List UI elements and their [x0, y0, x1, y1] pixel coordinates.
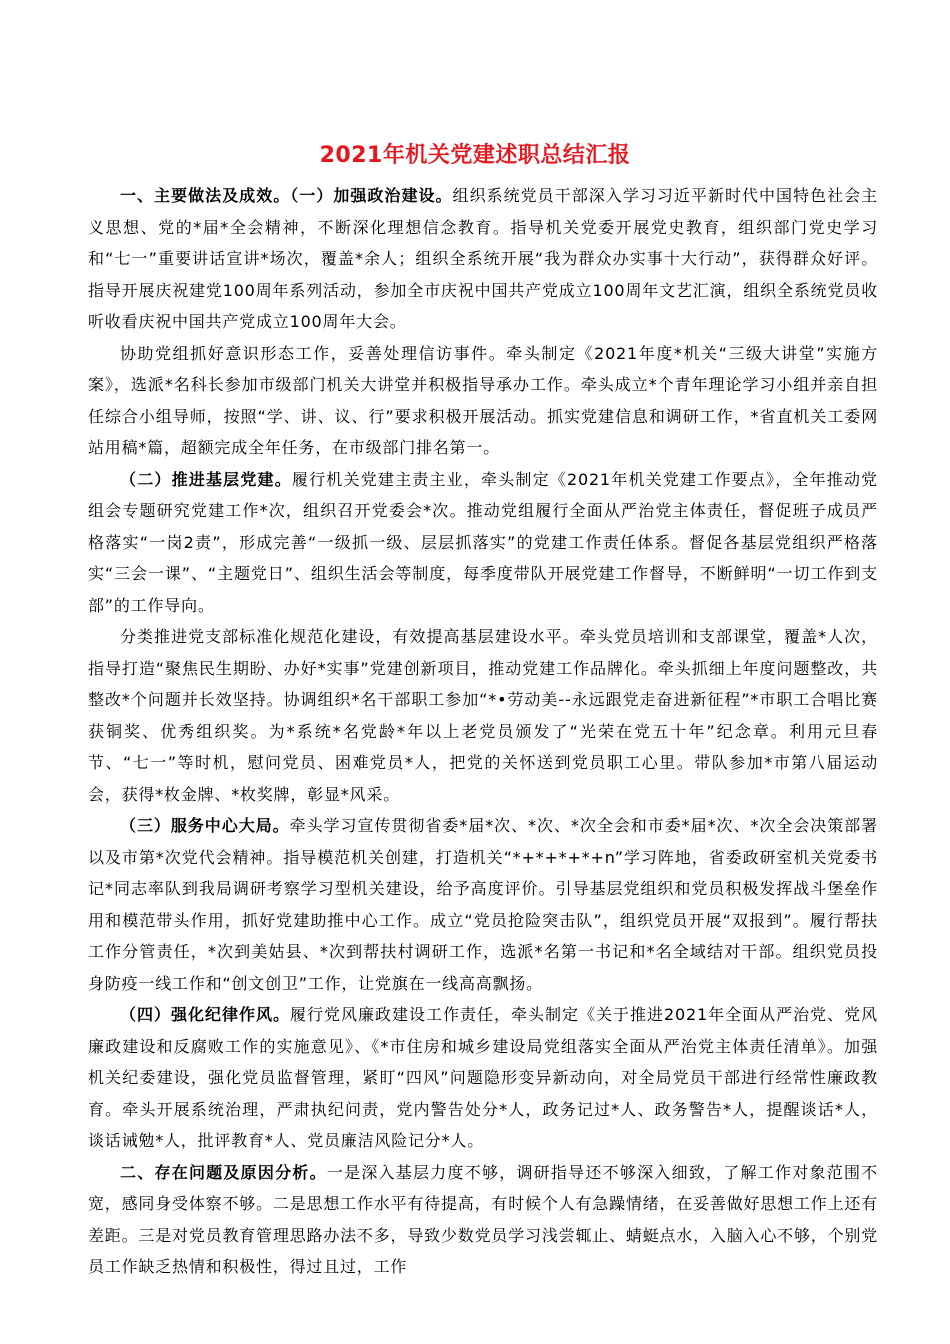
paragraph-2	[88, 338, 878, 464]
paragraph-7	[88, 1157, 878, 1283]
document-title: 2021年机关党建述职总结汇报	[319, 143, 631, 168]
section-heading: （四）强化纪律作风。	[120, 1005, 291, 1024]
section-heading: 一、主要做法及成效。（一）加强政治建设。	[120, 186, 453, 205]
section-heading: （三）服务中心大局。	[120, 816, 290, 835]
section-heading: 二、存在问题及原因分析。	[120, 1162, 327, 1182]
paragraph-text: 牵头学习宣传贯彻省委*届*次、*次、*次全会和市委*届*次、*次全会决策部署以及市第*次党代会精神。指导模范机关创建，打造机关“*+*+*+*+n”学习阵地，省委政研室机关党委书记*同志率队到我局调研考察学习型机关建设，给予高度评价。引导基层党组织和党员积极发挥战斗堡垒作用和模范带头作用，抓好党建助推中心工作。成立“党员抢险突击队”，组织党员开展“双报到”。履行帮扶工作分管责任，*次到美姑县、*次到帮扶村调研工作，选派*名第一书记和*名全域结对干部。组织党员投身防疫一线工作和“创文创卫”工作，让党旗在一线高高飘扬。	[88, 816, 878, 993]
paragraph-text: 履行党风廉政建设工作责任，牵头制定《关于推进2021年全面从严治党、党风廉政建设和反腐败工作的实施意见》、《*市住房和城乡建设局党组落实全面从严治党主体责任清单》。加强机关纪委建设，强化党员监督管理，紧盯“四风”问题隐形变异新动向，对全局党员干部进行经常性廉政教育。牵头开展系统治理，严肃执纪问责，党内警告处分*人，政务记过*人、政务警告*人，提醒谈话*人，谈话诫勉*人，批评教育*人、党员廉洁风险记分*人。	[88, 1005, 878, 1150]
paragraph-text: 组织系统党员干部深入学习习近平新时代中国特色社会主义思想、党的*届*全会精神，不断深化理想信念教育。指导机关党委开展党史教育，组织部门党史学习和“七一”重要讲话宣讲*场次，覆盖*余人；组织全系统开展“我为群众办实事十大行动”，获得群众好评。指导开展庆祝建党100周年系列活动，参加全市庆祝中国共产党成立100周年文艺汇演，组织全系统党员收听收看庆祝中国共产党成立100周年大会。	[88, 186, 878, 331]
paragraph-4	[88, 621, 878, 810]
section-heading: （二）推进基层党建。	[120, 469, 292, 489]
paragraph-text: 分类推进党支部标准化规范化建设，有效提高基层建设水平。牵头党员培训和支部课堂，覆盖*人次，指导打造“聚焦民生期盼、办好*实事”党建创新项目，推动党建工作品牌化。牵头抓细上年度问题整改，共整改*个问题并长效坚持。协调组织*名干部职工参加“*•劳动美--永远跟党走奋进新征程”*市职工合唱比赛获铜奖、优秀组织奖。为*系统*名党龄*年以上老党员颁发了“光荣在党五十年”纪念章。利用元旦春节、“七一”等时机，慰问党员、困难党员*人，把党的关怀送到党员职工心里。带队参加*市第八届运动会，获得*枚金牌、*枚奖牌，彰显*风采。	[88, 627, 878, 804]
paragraph-5	[88, 810, 878, 999]
paragraph-text: 履行机关党建主责主业，牵头制定《2021年机关党建工作要点》，全年推动党组会专题研究党建工作*次，组织召开党委会*次。推动党组履行全面从严治党主体责任，督促班子成员严格落实“一岗2责”，形成完善“一级抓一级、层层抓落实”的党建工作责任体系。督促各基层党组织严格落实“三会一课”、“主题党日”、组织生活会等制度，每季度带队开展党建工作督导，不断鲜明“一切工作到支部”的工作导向。	[88, 469, 878, 615]
paragraph-text: 协助党组抓好意识形态工作，妥善处理信访事件。牵头制定《2021年度*机关“三级大讲堂”实施方案》，选派*名科长参加市级部门机关大讲堂并积极指导承办工作。牵头成立*个青年理论学习小组并亲自担任综合小组导师，按照“学、讲、议、行”要求积极开展活动。抓实党建信息和调研工作，*省直机关工委网站用稿*篇，超额完成全年任务，在市级部门排名第一。	[88, 343, 878, 457]
paragraph-6	[88, 999, 878, 1157]
paragraph-3	[88, 464, 878, 622]
paragraph-text: 一是深入基层力度不够，调研指导还不够深入细致，了解工作对象范围不宽，感同身受体察不够。二是思想工作水平有待提高，有时候个人有急躁情绪，在妥善做好思想工作上还有差距。三是对党员教育管理思路办法不多，导致少数党员学习浅尝辄止、蜻蜓点水，入脑入心不够，个别党员工作缺乏热情和积极性，得过且过，工作	[88, 1162, 878, 1276]
document-body	[88, 180, 878, 1283]
paragraph-1	[88, 180, 878, 338]
